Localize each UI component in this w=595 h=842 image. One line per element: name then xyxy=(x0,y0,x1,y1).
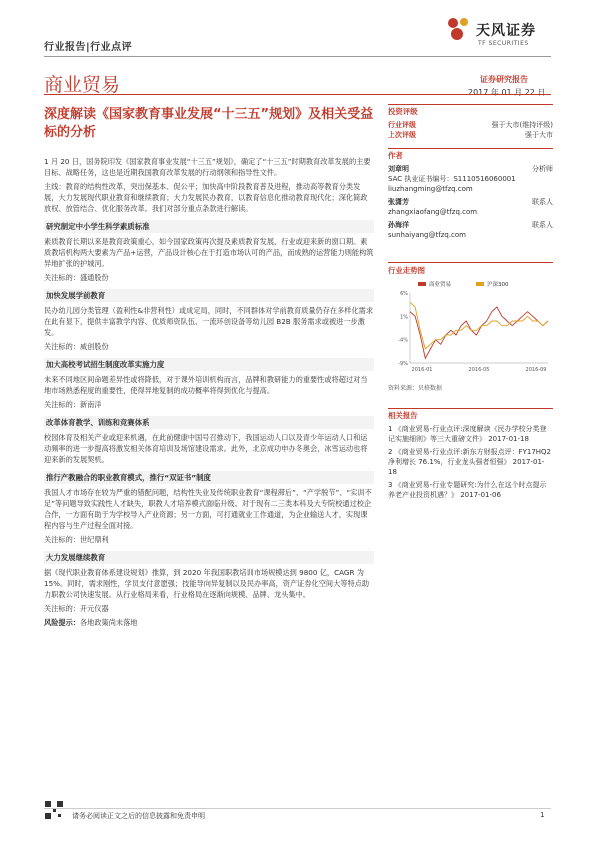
chart-series-line xyxy=(410,307,548,358)
section-heading: 推行产教融合的职业教育模式，推行“双证书”制度 xyxy=(44,471,374,484)
author-name: 刘章明 xyxy=(388,165,409,173)
chart-y-tick-label: -4% xyxy=(398,337,408,344)
related-report-link[interactable]: 1 《商业贸易-行业点评:深度解读《民办学校分类登记实施细则》等三大重磅文件》 2017-01-18 xyxy=(388,425,547,443)
chart-series-line xyxy=(410,302,548,349)
section-target: 关注标的：新南洋 xyxy=(44,400,102,409)
chart-y-tick-label: 1% xyxy=(400,314,408,321)
intro-paragraph: 主线：教育的结构性改革，突出保基本、促公平；加快高中阶段教育普及进程，推动高等教育分类发展，大力发展现代职业教育和继续教育；大力发展民办教育，以教育信息化推动教育现代化；深化简政放权、放管结合、优化服务改革。我们对部分重点条款进行解读。 xyxy=(44,182,368,213)
chart-y-tick-label: -9% xyxy=(398,361,408,367)
section-body: 民办幼儿园分类管理（盈利性&非营利性）或成定局，同时，不同群体对学前教育质量仍存在多样化需求在此有显下，提供丰富教学内容、优质师资队伍、一流环创设备等幼儿园 B2B 服务需求或被进一步激发。 xyxy=(44,306,374,337)
section-target: 关注标的：威创股份 xyxy=(44,342,109,351)
last-rating-row xyxy=(388,130,553,140)
report-category: 行业报告|行业点评 xyxy=(44,42,133,53)
brand-name: 天风证券 xyxy=(476,23,536,39)
brand-subname: TF SECURITIES xyxy=(478,40,529,47)
section-heading: 加快发展学前教育 xyxy=(44,289,374,302)
section-body: 素质教育长期以来是教育政策重心，如今国家政策再次提及素质教育发展，行业或迎来新的窗口期。素质教培机构两大要素为产品+运营，产品设计核心在于打造市场认可的产品，而成熟的运营能力则能构筑异地扩张的护城河。 xyxy=(44,237,374,268)
author-entry xyxy=(388,197,553,217)
chart-x-tick-label: 2016-05 xyxy=(468,367,490,373)
report-type: 证券研究报告 xyxy=(480,75,528,84)
chart-y-tick-label: 6% xyxy=(400,291,408,297)
related-reports xyxy=(388,408,553,503)
last-rating-value: 强于大市 xyxy=(525,131,553,139)
section-target: 关注标的：开元仪器 xyxy=(44,604,109,613)
related-report-link[interactable]: 2 《商业贸易-行业点评:新东方财报点评：FY17HQ2 净利增长 76.1%，行业龙头强者恒强》 2017-01-18 xyxy=(388,448,551,476)
industry-name: 商业贸易 xyxy=(44,74,121,96)
report-date: 2017 年 01 月 22 日 xyxy=(468,88,546,97)
chart-legend-swatch xyxy=(476,282,484,286)
top-divider xyxy=(44,56,551,57)
section-heading: 研究制定中小学生科学素质标准 xyxy=(44,220,374,233)
qr-code-icon xyxy=(44,800,64,820)
author-name: 孙海洋 xyxy=(388,221,409,229)
industry-rating-row xyxy=(388,120,553,130)
risk-text: 各地政策尚未落地 xyxy=(79,618,138,627)
section-body: 未来不同地区间命题差异性或将降低，对于课外培训机构而言，品牌和教研能力的重要性或将超过对当地市场熟悉程度的重要性，使得异地复制的成功概率将得到优化与提高。 xyxy=(44,375,368,395)
trend-heading: 行业走势图 xyxy=(388,262,553,276)
chart-legend-label: 商业贸易 xyxy=(429,282,452,288)
section-heading: 大力发展继续教育 xyxy=(44,551,374,564)
page-number: 1 xyxy=(540,811,545,819)
related-heading: 相关报告 xyxy=(388,408,553,421)
author-entry xyxy=(388,164,553,194)
chart-x-tick-label: 2016-09 xyxy=(525,367,547,373)
logo-mark-icon xyxy=(444,14,474,44)
title-divider xyxy=(44,94,551,95)
trend-chart-svg xyxy=(388,279,553,379)
intro-paragraph: 1 月 20 日，国务院印发《国家教育事业发展“十三五”规划》，确定了“十三五”时期教育改革发展的主要目标、战略任务，这也是近期我国教育改革发展的行动纲领和指导性文件。 xyxy=(44,157,371,177)
last-rating-label: 上次评级 xyxy=(388,131,416,139)
chart-legend-swatch xyxy=(418,282,426,286)
main-content xyxy=(44,156,374,631)
author-role: 分析师 xyxy=(532,165,553,173)
author-entry xyxy=(388,220,553,240)
industry-rating-label: 行业评级 xyxy=(388,121,416,129)
author-role: 联系人 xyxy=(532,198,553,206)
footer-divider xyxy=(44,808,551,809)
industry-rating-value: 强于大市(维持评级) xyxy=(491,121,553,129)
sidebar xyxy=(388,104,553,243)
section-heading: 加大高校考试招生制度改革实施力度 xyxy=(44,358,374,371)
chart-source: 资料来源：贝格数据 xyxy=(388,385,443,392)
brand-logo xyxy=(444,14,554,56)
chart-x-tick-label: 2016-01 xyxy=(411,367,433,373)
chart-legend-label: 沪深300 xyxy=(487,282,509,288)
section-body: 校园体育及相关产业或迎来机遇，在此前健康中国号召推动下，我国运动人口以及青少年运动人口和运动频率的进一步提高将激发相关体育培训及场馆建设需求。此外，北京成功申办冬奥会，冰雪运动也将迎来新的发展契机。 xyxy=(44,433,368,464)
author-role: 联系人 xyxy=(532,221,553,229)
author-name: 张潇芳 xyxy=(388,198,409,206)
related-report-link[interactable]: 3 《商业贸易-行业专题研究:为什么在这个时点提示养老产业投资机遇？》 2017-01-06 xyxy=(388,481,547,499)
section-target: 关注标的：盛通股份 xyxy=(44,273,109,282)
author-email[interactable]: sunhaiyang@tfzq.com xyxy=(388,231,467,239)
author-cert: SAC 执业证书编号：S1110516060001 xyxy=(388,175,516,183)
author-email[interactable]: zhangxiaofang@tfzq.com xyxy=(388,208,478,216)
section-body: 据《现代职业教育体系建设规划》推算，到 2020 年我国职教培训市场规模达到 9800 亿，CAGR 为 15%。同时，需求刚性，学员支付意愿强；技能导向异复制以及民办率高，资产证券化空间大等特点助力职教公司快速发展。从行业格局来看，行业格局在逐渐向规模、品牌、龙头集中。 xyxy=(44,568,370,599)
section-body: 我国人才市场存在较为严重的错配问题，结构性失业及传统职业教育“课程滞后”、“产学脱节”、“实训不足”等问题导致实践性人才缺失，职教人才培养模式面临升级。对于现有二三类本科及大专院校通过校企合作，一方面有助于为学校导入产业资源；另一方面，可打通就业工作通道，为企业输送人才，实现课程内容与生产过程全面对接。 xyxy=(44,488,372,530)
authors-heading: 作者 xyxy=(388,148,553,161)
disclaimer-note: 请务必阅读正文之后的信息披露和免责申明 xyxy=(72,812,205,820)
risk-label: 风险提示： xyxy=(44,618,80,627)
risk-warning xyxy=(44,617,374,628)
report-title: 深度解读《国家教育事业发展“十三五”规划》及相关受益标的分析 xyxy=(44,107,374,140)
rating-heading: 投资评级 xyxy=(388,104,553,117)
trend-chart xyxy=(388,262,553,392)
section-heading: 改革体育教学、训练和竞赛体系 xyxy=(44,416,374,429)
author-email[interactable]: liuzhangming@tfzq.com xyxy=(388,185,473,193)
section-target: 关注标的：世纪鼎利 xyxy=(44,535,109,544)
